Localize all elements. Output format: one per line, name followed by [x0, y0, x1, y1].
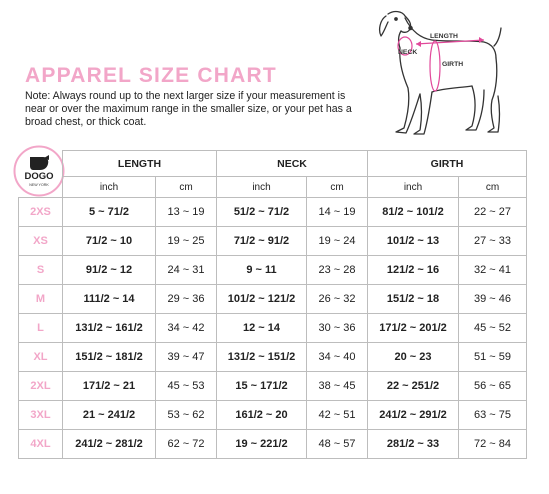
length-inch-cell: 71/2 ~ 10	[63, 227, 156, 256]
table-row	[19, 256, 527, 285]
dog-measurement-illustration	[372, 2, 508, 142]
length-inch-cell: 241/2 ~ 281/2	[63, 430, 156, 459]
length-inch-cell: 171/2 ~ 21	[63, 372, 156, 401]
length-cm-cell: 45 ~ 53	[156, 372, 217, 401]
neck-cm-cell: 19 ~ 24	[307, 227, 368, 256]
girth-inch-cell: 81/2 ~ 101/2	[368, 198, 459, 227]
corner-cell	[19, 151, 63, 198]
girth-inch-cell: 171/2 ~ 201/2	[368, 314, 459, 343]
unit-header-row	[19, 177, 527, 198]
girth-cm-cell: 51 ~ 59	[459, 343, 527, 372]
length-inch-cell: 131/2 ~ 161/2	[63, 314, 156, 343]
chart-title: APPAREL SIZE CHART	[25, 64, 277, 87]
girth-label: GIRTH	[442, 61, 464, 68]
length-inch-cell: 151/2 ~ 181/2	[63, 343, 156, 372]
length-cm-cell: 39 ~ 47	[156, 343, 217, 372]
neck-cm-cell: 38 ~ 45	[307, 372, 368, 401]
unit-header: inch	[217, 177, 307, 198]
neck-cm-cell: 23 ~ 28	[307, 256, 368, 285]
size-cell: M	[19, 285, 63, 314]
unit-header: inch	[63, 177, 156, 198]
girth-inch-cell: 281/2 ~ 33	[368, 430, 459, 459]
length-label: LENGTH	[430, 33, 458, 40]
neck-inch-cell: 101/2 ~ 121/2	[217, 285, 307, 314]
neck-cm-cell: 34 ~ 40	[307, 343, 368, 372]
size-cell: L	[19, 314, 63, 343]
table-row	[19, 198, 527, 227]
neck-inch-cell: 51/2 ~ 71/2	[217, 198, 307, 227]
neck-inch-cell: 71/2 ~ 91/2	[217, 227, 307, 256]
length-cm-cell: 53 ~ 62	[156, 401, 217, 430]
size-cell: XL	[19, 343, 63, 372]
logo-sub: NEW YORK	[29, 183, 49, 187]
table-row	[19, 227, 527, 256]
girth-inch-cell: 20 ~ 23	[368, 343, 459, 372]
table-row	[19, 430, 527, 459]
size-cell: 2XS	[19, 198, 63, 227]
girth-inch-cell: 241/2 ~ 291/2	[368, 401, 459, 430]
length-cm-cell: 62 ~ 72	[156, 430, 217, 459]
neck-cm-cell: 14 ~ 19	[307, 198, 368, 227]
neck-cm-cell: 30 ~ 36	[307, 314, 368, 343]
neck-label: NECK	[398, 49, 418, 56]
length-inch-cell: 21 ~ 241/2	[63, 401, 156, 430]
length-cm-cell: 19 ~ 25	[156, 227, 217, 256]
girth-inch-cell: 151/2 ~ 18	[368, 285, 459, 314]
size-cell: XS	[19, 227, 63, 256]
length-header: LENGTH	[63, 151, 217, 177]
table-row	[19, 285, 527, 314]
size-note: Note: Always round up to the next larger size if your measurement is near or over the maximum range in the smaller size, or your pet has a broad chest, or thick coat.	[25, 90, 352, 128]
neck-inch-cell: 9 ~ 11	[217, 256, 307, 285]
neck-inch-cell: 12 ~ 14	[217, 314, 307, 343]
girth-inch-cell: 121/2 ~ 16	[368, 256, 459, 285]
neck-inch-cell: 15 ~ 171/2	[217, 372, 307, 401]
girth-cm-cell: 45 ~ 52	[459, 314, 527, 343]
length-inch-cell: 5 ~ 71/2	[63, 198, 156, 227]
girth-cm-cell: 63 ~ 75	[459, 401, 527, 430]
unit-header: cm	[156, 177, 217, 198]
neck-header: NECK	[217, 151, 368, 177]
size-cell: 4XL	[19, 430, 63, 459]
neck-inch-cell: 161/2 ~ 20	[217, 401, 307, 430]
size-table	[18, 150, 527, 459]
unit-header: inch	[368, 177, 459, 198]
girth-cm-cell: 27 ~ 33	[459, 227, 527, 256]
table-row	[19, 372, 527, 401]
girth-inch-cell: 22 ~ 251/2	[368, 372, 459, 401]
girth-header: GIRTH	[368, 151, 527, 177]
girth-cm-cell: 22 ~ 27	[459, 198, 527, 227]
neck-inch-cell: 19 ~ 221/2	[217, 430, 307, 459]
length-cm-cell: 29 ~ 36	[156, 285, 217, 314]
neck-cm-cell: 48 ~ 57	[307, 430, 368, 459]
size-cell: S	[19, 256, 63, 285]
girth-cm-cell: 39 ~ 46	[459, 285, 527, 314]
unit-header: cm	[307, 177, 368, 198]
neck-cm-cell: 26 ~ 32	[307, 285, 368, 314]
size-cell: 3XL	[19, 401, 63, 430]
table-row	[19, 401, 527, 430]
table-row	[19, 343, 527, 372]
table-row	[19, 314, 527, 343]
length-cm-cell: 34 ~ 42	[156, 314, 217, 343]
girth-cm-cell: 56 ~ 65	[459, 372, 527, 401]
unit-header: cm	[459, 177, 527, 198]
logo-brand: DOGO	[24, 171, 54, 182]
length-cm-cell: 13 ~ 19	[156, 198, 217, 227]
group-header-row	[19, 151, 527, 177]
length-inch-cell: 111/2 ~ 14	[63, 285, 156, 314]
girth-cm-cell: 72 ~ 84	[459, 430, 527, 459]
size-cell: 2XL	[19, 372, 63, 401]
length-cm-cell: 24 ~ 31	[156, 256, 217, 285]
neck-inch-cell: 131/2 ~ 151/2	[217, 343, 307, 372]
neck-cm-cell: 42 ~ 51	[307, 401, 368, 430]
girth-cm-cell: 32 ~ 41	[459, 256, 527, 285]
girth-inch-cell: 101/2 ~ 13	[368, 227, 459, 256]
length-inch-cell: 91/2 ~ 12	[63, 256, 156, 285]
